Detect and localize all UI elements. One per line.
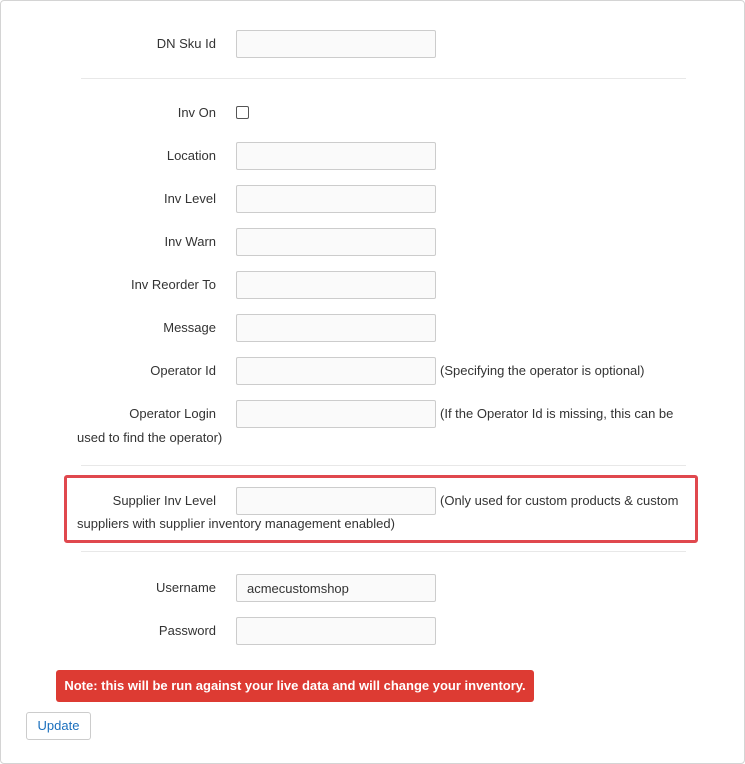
inv-level-row: [1, 185, 745, 213]
location-input[interactable]: [236, 142, 436, 170]
operator-login-label: Operator Login: [129, 406, 216, 421]
supplier-inv-level-input[interactable]: [236, 487, 436, 515]
dn-sku-id-label: DN Sku Id: [156, 36, 216, 51]
warning-note: Note: this will be run against your live data and will change your inventory.: [56, 670, 534, 702]
message-row: [1, 314, 745, 342]
inv-reorder-to-row: [1, 271, 745, 299]
inv-reorder-to-label: Inv Reorder To: [130, 277, 216, 292]
inv-level-input[interactable]: [236, 185, 436, 213]
password-label: Password: [158, 623, 216, 638]
username-label: Username: [156, 580, 216, 595]
location-label: Location: [166, 148, 216, 163]
inv-warn-input[interactable]: [236, 228, 436, 256]
supplier-inv-level-hint: (Only used for custom products & custom: [440, 493, 679, 508]
supplier-inv-level-row: [1, 487, 745, 531]
inv-on-checkbox[interactable]: [236, 106, 249, 119]
inv-on-row: [1, 99, 745, 127]
username-row: [1, 574, 745, 602]
message-input[interactable]: [236, 314, 436, 342]
message-label: Message: [163, 320, 216, 335]
divider: [81, 465, 686, 466]
inv-warn-label: Inv Warn: [164, 234, 216, 249]
operator-id-input[interactable]: [236, 357, 436, 385]
location-row: [1, 142, 745, 170]
password-row: [1, 617, 745, 645]
dn-sku-id-row: [1, 30, 745, 58]
dn-sku-id-input[interactable]: [236, 30, 436, 58]
operator-login-hint-cont: used to find the operator): [77, 430, 223, 445]
operator-login-hint: (If the Operator Id is missing, this can be: [440, 406, 674, 421]
supplier-inv-level-hint-cont: suppliers with supplier inventory management enabled): [77, 516, 395, 531]
supplier-inv-level-label: Supplier Inv Level: [112, 493, 216, 508]
username-input[interactable]: [236, 574, 436, 602]
operator-id-hint: (Specifying the operator is optional): [440, 363, 645, 378]
operator-login-row: [1, 400, 745, 445]
inv-reorder-to-input[interactable]: [236, 271, 436, 299]
operator-login-input[interactable]: [236, 400, 436, 428]
operator-id-label: Operator Id: [150, 363, 216, 378]
update-button[interactable]: Update: [26, 712, 91, 740]
divider: [81, 78, 686, 79]
operator-id-row: [1, 357, 745, 385]
inv-warn-row: [1, 228, 745, 256]
divider: [81, 551, 686, 552]
inv-on-label: Inv On: [177, 105, 216, 120]
inv-level-label: Inv Level: [163, 191, 216, 206]
password-input[interactable]: [236, 617, 436, 645]
